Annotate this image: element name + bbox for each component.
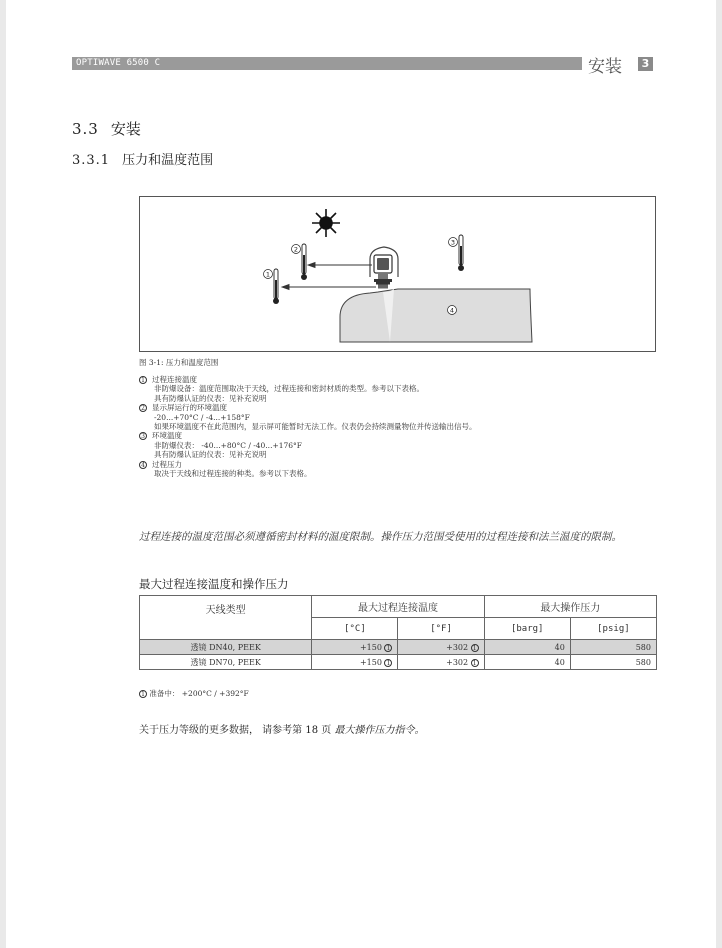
footnote-marker: 1: [471, 659, 479, 667]
figure-illustration: [140, 197, 657, 353]
temperature-note: 过程连接的温度范围必须遵循密封材料的温度限制。操作压力范围受使用的过程连接和法兰温度的限制。: [139, 531, 622, 543]
thermometer-icon-1: [273, 269, 279, 304]
table-row: [140, 640, 657, 655]
pointer-arrows: [282, 263, 376, 290]
reference-link[interactable]: 最大操作压力指令。: [334, 725, 425, 736]
tank-shape: [340, 289, 532, 342]
table-cell-fahrenheit: +302 1: [398, 655, 484, 670]
legend-item: [139, 375, 659, 403]
table-unit-psig: [psig]: [570, 618, 656, 640]
figure-marker-1: 1: [265, 270, 271, 279]
figure-marker-2: 2: [293, 245, 299, 254]
legend-item: [139, 460, 659, 479]
radar-device-icon: [370, 247, 398, 289]
table-cell-psig: 580: [570, 640, 656, 655]
table-cell-fahrenheit: +302 1: [398, 640, 484, 655]
header-section-title: 安装: [588, 57, 622, 77]
legend-item: [139, 403, 659, 431]
temperature-pressure-table: [139, 595, 657, 670]
footnote-marker: 1: [471, 644, 479, 652]
table-unit-fahrenheit: [°F]: [398, 618, 484, 640]
legend-line: -20...+70°C / -4...+158°F: [154, 412, 250, 422]
table-unit-barg: [barg]: [484, 618, 570, 640]
legend-line: 具有防爆认证的仪表：见补充说明: [154, 393, 267, 403]
table-cell-barg: 40: [484, 655, 570, 670]
heading-section-text: 安装: [110, 120, 141, 138]
header-product-bar: OPTIWAVE 6500 C: [72, 57, 582, 70]
heading-section: [72, 118, 141, 139]
table-header-temperature: 最大过程连接温度: [312, 596, 484, 618]
table-header-antenna: 天线类型: [140, 596, 312, 640]
table-header-pressure: 最大操作压力: [484, 596, 656, 618]
legend-marker: 4: [139, 461, 147, 469]
legend-title: 过程连接温度: [152, 375, 197, 384]
legend-marker: 1: [139, 376, 147, 384]
table-cell-celsius: +150 1: [312, 655, 398, 670]
thermometer-icon-2: [301, 244, 307, 280]
legend-line: 如果环境温度不在此范围内，显示屏可能暂时无法工作。仪表仍会持续测量物位并传送输出信号。: [154, 422, 477, 432]
reference-body: 关于压力等级的更多数据， 请参考第 18 页: [139, 725, 332, 736]
heading-subsection-text: 压力和温度范围: [122, 153, 214, 168]
table-cell-psig: 580: [570, 655, 656, 670]
legend-line: 非防爆仪表： -40...+80°C / -40...+176°F: [154, 440, 303, 450]
footnote-marker: 1: [384, 659, 392, 667]
thermometer-icon-3: [458, 235, 464, 271]
pressure-temperature-figure: [139, 196, 656, 352]
heading-subsection: [72, 149, 213, 168]
heading-subsection-number: 3.3.1: [72, 153, 111, 168]
legend-title: 环境温度: [152, 431, 182, 441]
footnote-marker: 1: [139, 690, 147, 698]
table-cell-celsius: +150 1: [312, 640, 398, 655]
legend-line: 具有防爆认证的仪表：见补充说明: [154, 450, 267, 460]
table-title: 最大过程连接温度和操作压力: [139, 577, 289, 591]
table-cell-antenna: 透镜 DN40, PEEK: [140, 640, 312, 655]
legend-marker: 3: [139, 432, 147, 440]
reference-text: [139, 721, 424, 736]
table-footnote: [139, 688, 249, 699]
legend-item: [139, 431, 659, 459]
table-cell-antenna: 透镜 DN70, PEEK: [140, 655, 312, 670]
heading-section-number: 3.3: [72, 120, 99, 138]
figure-legend: [139, 375, 659, 478]
table-cell-barg: 40: [484, 640, 570, 655]
footnote-marker: 1: [384, 644, 392, 652]
footnote-text: 准备中： +200°C / +392°F: [149, 689, 249, 698]
legend-marker: 2: [139, 404, 147, 412]
figure-caption: 图 3-1: 压力和温度范围: [139, 358, 219, 367]
table-header-row: [140, 596, 657, 618]
legend-line: 取决于天线和过程连接的种类。参考以下表格。: [154, 469, 312, 479]
legend-title: 显示屏运行的环境温度: [152, 403, 227, 413]
sun-icon: [312, 209, 340, 237]
figure-marker-3: 3: [450, 238, 456, 247]
document-page: [6, 0, 716, 948]
legend-line: 非防爆设备：温度范围取决于天线，过程连接和密封材质的类型。参考以下表格。: [154, 384, 424, 394]
table-unit-celsius: [°C]: [312, 618, 398, 640]
legend-title: 过程压力: [152, 459, 182, 469]
header-section-number: 3: [638, 57, 653, 71]
table-row: [140, 655, 657, 670]
figure-marker-4: 4: [449, 306, 455, 315]
